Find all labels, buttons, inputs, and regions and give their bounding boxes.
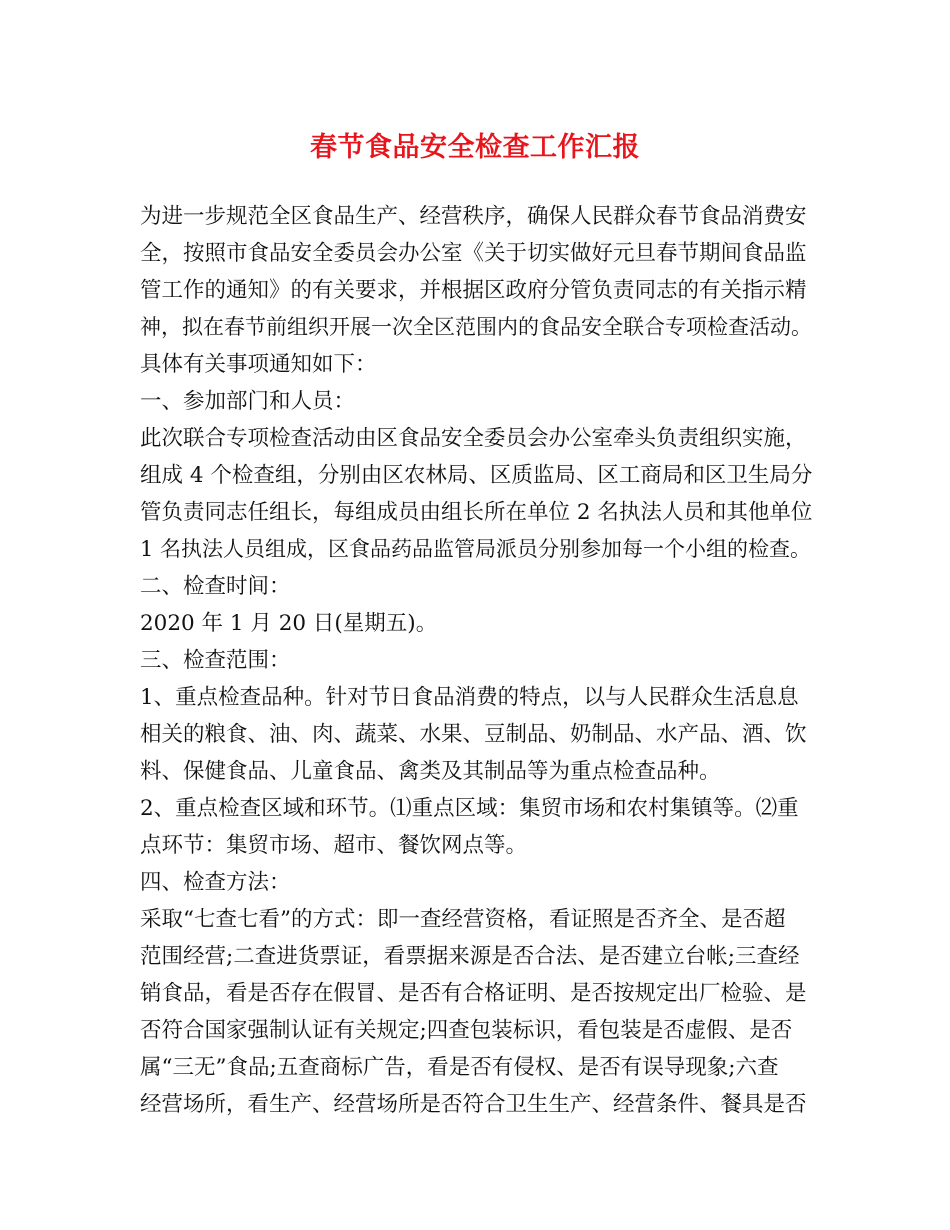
body-line: 四、检查方法：: [140, 870, 291, 895]
body-line: 否符合国家强制认证有关规定;四查包装标识，看包装是否虚假、是否: [140, 1018, 793, 1043]
body-line: 管负责同志任组长，每组成员由组长所在单位 2 名执法人员和其他单位: [140, 500, 813, 525]
body-line: 为进一步规范全区食品生产、经营秩序，确保人民群众春节食品消费安: [140, 204, 807, 229]
body-line: 1 名执法人员组成，区食品药品监管局派员分别参加每一个小组的检查。: [140, 537, 812, 561]
body-line: 点环节：集贸市场、超市、餐饮网点等。: [140, 833, 528, 858]
body-line: 范围经营;二查进货票证，看票据来源是否合法、是否建立台帐;三查经: [140, 944, 800, 969]
body-line: 一、参加部门和人员：: [140, 389, 356, 414]
body-line: 三、检查范围：: [140, 648, 291, 673]
body-line: 经营场所，看生产、经营场所是否符合卫生生产、经营条件、餐具是否: [140, 1092, 807, 1117]
body-line: 组成 4 个检查组，分别由区农林局、区质监局、区工商局和区卫生局分: [140, 463, 813, 488]
body-line: 此次联合专项检查活动由区食品安全委员会办公室牵头负责组织实施，: [140, 426, 807, 451]
document-title: 春节食品安全检查工作汇报: [310, 132, 640, 163]
document-body: [140, 198, 820, 1123]
body-line: 具体有关事项通知如下：: [140, 352, 377, 377]
body-line: 1、重点检查品种。针对节日食品消费的特点，以与人民群众生活息息: [140, 685, 799, 710]
body-line: 全，按照市食品安全委员会办公室《关于切实做好元旦春节期间食品监: [140, 241, 807, 266]
body-line: 神，拟在春节前组织开展一次全区范围内的食品安全联合专项检查活动。: [140, 315, 812, 339]
body-line: 属“三无”食品;五查商标广告，看是否有侵权、是否有误导现象;六查: [140, 1055, 779, 1080]
body-line: 料、保健食品、儿童食品、禽类及其制品等为重点检查品种。: [140, 759, 721, 784]
body-line: 2020 年 1 月 20 日(星期五)。: [140, 611, 438, 636]
body-line: 2、重点检查区域和环节。⑴重点区域：集贸市场和农村集镇等。⑵重: [140, 796, 799, 821]
body-line: 采取“七查七看”的方式：即一查经营资格，看证照是否齐全、是否超: [140, 907, 786, 932]
body-line: 相关的粮食、油、肉、蔬菜、水果、豆制品、奶制品、水产品、酒、饮: [140, 722, 807, 747]
body-line: 销食品，看是否存在假冒、是否有合格证明、是否按规定出厂检验、是: [140, 981, 807, 1006]
body-line: 二、检查时间：: [140, 574, 291, 599]
body-line: 管工作的通知》的有关要求，并根据区政府分管负责同志的有关指示精: [140, 278, 807, 303]
